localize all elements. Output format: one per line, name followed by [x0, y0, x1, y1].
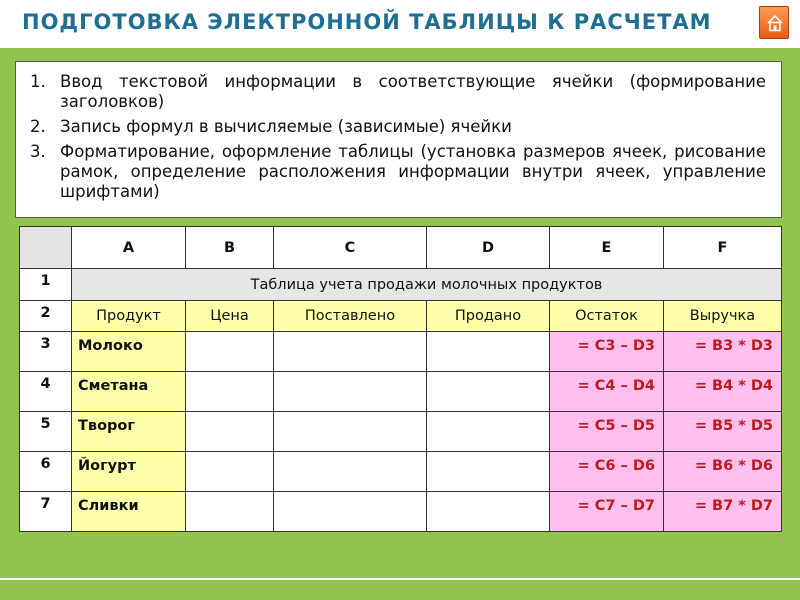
- row-header[interactable]: 5: [20, 412, 72, 452]
- row-header[interactable]: 7: [20, 492, 72, 532]
- price-cell[interactable]: [186, 332, 274, 372]
- header-cell-sold[interactable]: Продано: [427, 301, 550, 332]
- spreadsheet-table: [19, 226, 782, 532]
- sold-cell[interactable]: [427, 412, 550, 452]
- header-cell-product[interactable]: Продукт: [72, 301, 186, 332]
- price-cell[interactable]: [186, 412, 274, 452]
- row-header[interactable]: 3: [20, 332, 72, 372]
- product-cell[interactable]: Молоко: [72, 332, 186, 372]
- column-header-f[interactable]: F: [664, 227, 782, 269]
- table-row: [20, 492, 782, 532]
- header-cell-price[interactable]: Цена: [186, 301, 274, 332]
- remainder-formula-cell[interactable]: = C5 – D5: [550, 412, 664, 452]
- table-row: [20, 269, 782, 301]
- home-button[interactable]: [759, 6, 789, 39]
- price-cell[interactable]: [186, 372, 274, 412]
- product-cell[interactable]: Йогурт: [72, 452, 186, 492]
- step-item: [30, 142, 766, 202]
- remainder-formula-cell[interactable]: = C7 – D7: [550, 492, 664, 532]
- sold-cell[interactable]: [427, 492, 550, 532]
- price-cell[interactable]: [186, 452, 274, 492]
- step-text: Запись формул в вычисляемые (зависимые) ячейки: [60, 117, 512, 136]
- step-text: Ввод текстовой информации в соответствующие ячейки (формирование заголовков): [60, 72, 766, 111]
- column-header-e[interactable]: E: [550, 227, 664, 269]
- table-row: [20, 452, 782, 492]
- supplied-cell[interactable]: [274, 332, 427, 372]
- table-row: [20, 412, 782, 452]
- revenue-formula-cell[interactable]: = B7 * D7: [664, 492, 782, 532]
- remainder-formula-cell[interactable]: = C3 – D3: [550, 332, 664, 372]
- product-cell[interactable]: Творог: [72, 412, 186, 452]
- supplied-cell[interactable]: [274, 452, 427, 492]
- revenue-formula-cell[interactable]: = B5 * D5: [664, 412, 782, 452]
- row-header[interactable]: 6: [20, 452, 72, 492]
- supplied-cell[interactable]: [274, 372, 427, 412]
- remainder-formula-cell[interactable]: = C4 – D4: [550, 372, 664, 412]
- table-row: [20, 372, 782, 412]
- table-row: [20, 332, 782, 372]
- header-cell-revenue[interactable]: Выручка: [664, 301, 782, 332]
- slide-title: ПОДГОТОВКА ЭЛЕКТРОННОЙ ТАБЛИЦЫ К РАСЧЕТАМ: [22, 10, 712, 34]
- revenue-formula-cell[interactable]: = B4 * D4: [664, 372, 782, 412]
- column-header-a[interactable]: A: [72, 227, 186, 269]
- row-header[interactable]: 1: [20, 269, 72, 301]
- table-row: [20, 301, 782, 332]
- column-header-b[interactable]: B: [186, 227, 274, 269]
- steps-box: [15, 61, 782, 218]
- revenue-formula-cell[interactable]: = B6 * D6: [664, 452, 782, 492]
- product-cell[interactable]: Сметана: [72, 372, 186, 412]
- column-header-c[interactable]: C: [274, 227, 427, 269]
- table-title-cell[interactable]: Таблица учета продажи молочных продуктов: [72, 269, 782, 301]
- step-number: 1.: [30, 72, 46, 91]
- column-header-row: [20, 227, 782, 269]
- panel-divider: [0, 578, 800, 580]
- step-number: 3.: [30, 142, 46, 161]
- step-text: Форматирование, оформление таблицы (установка размеров ячеек, рисование рамок, определение расположения информации внутри ячеек, управление шрифтами): [60, 142, 766, 201]
- supplied-cell[interactable]: [274, 412, 427, 452]
- step-item: [30, 117, 766, 137]
- home-icon: [766, 14, 784, 32]
- row-header[interactable]: 4: [20, 372, 72, 412]
- revenue-formula-cell[interactable]: = B3 * D3: [664, 332, 782, 372]
- row-header[interactable]: 2: [20, 301, 72, 332]
- step-item: [30, 72, 766, 112]
- remainder-formula-cell[interactable]: = C6 – D6: [550, 452, 664, 492]
- sold-cell[interactable]: [427, 372, 550, 412]
- price-cell[interactable]: [186, 492, 274, 532]
- steps-list: [30, 72, 766, 202]
- sold-cell[interactable]: [427, 452, 550, 492]
- header-cell-remainder[interactable]: Остаток: [550, 301, 664, 332]
- product-cell[interactable]: Сливки: [72, 492, 186, 532]
- select-all-corner[interactable]: [20, 227, 72, 269]
- header-cell-supplied[interactable]: Поставлено: [274, 301, 427, 332]
- column-header-d[interactable]: D: [427, 227, 550, 269]
- supplied-cell[interactable]: [274, 492, 427, 532]
- sold-cell[interactable]: [427, 332, 550, 372]
- step-number: 2.: [30, 117, 46, 136]
